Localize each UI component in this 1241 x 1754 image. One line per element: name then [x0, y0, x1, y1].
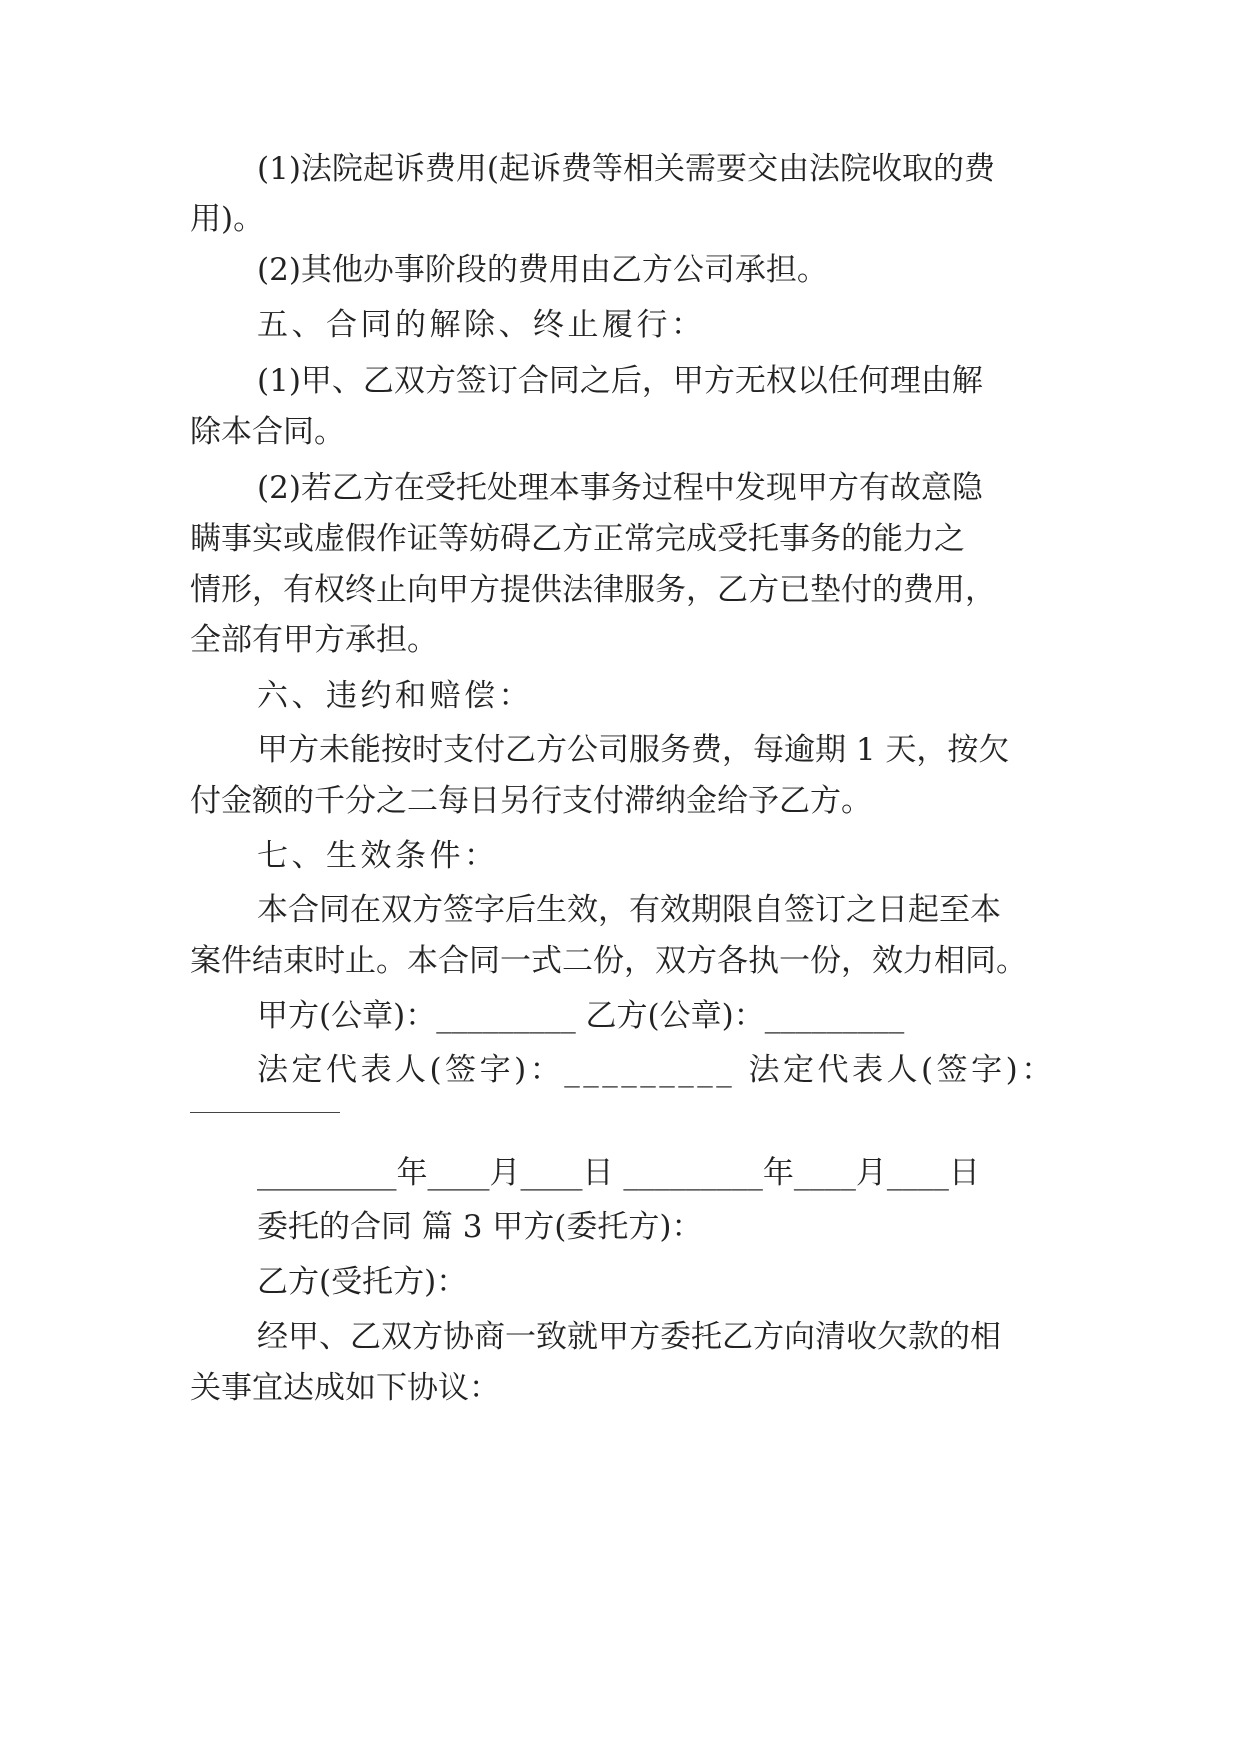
- seal-signature-line: 甲方(公章)：_________ 乙方(公章)：_________: [257, 998, 905, 1034]
- clause-7-text-line-1: 本合同在双方签字后生效，有效期限自签订之日起至本: [257, 892, 1001, 928]
- party-b-line: 乙方(受托方)：: [257, 1264, 468, 1300]
- clause-4-item-1-line-1: (1)法院起诉费用(起诉费等相关需要交由法院收取的费: [257, 151, 996, 187]
- clause-6-text-line-2: 付金额的千分之二每日另行支付滞纳金给予乙方。: [190, 783, 872, 819]
- clause-5-item-2-line-4: 全部有甲方承担。: [190, 622, 438, 658]
- contract-3-heading: 委托的合同 篇 3 甲方(委托方)：: [257, 1209, 703, 1245]
- clause-5-item-1-line-1: (1)甲、乙双方签订合同之后，甲方无权以任何理由解: [257, 363, 983, 399]
- representative-signature-blank: [190, 1112, 340, 1113]
- clause-6-text-line-1: 甲方未能按时支付乙方公司服务费，每逾期 1 天，按欠: [257, 732, 1010, 768]
- clause-5-item-2-line-3: 情形，有权终止向甲方提供法律服务，乙方已垫付的费用，: [190, 572, 996, 608]
- section-6-heading: 六、违约和赔偿：: [257, 678, 533, 714]
- agreement-intro-line-1: 经甲、乙双方协商一致就甲方委托乙方向清收欠款的相: [257, 1319, 1001, 1355]
- representative-signature-line: 法定代表人(签字)：_________ 法定代表人(签字)：: [257, 1052, 1056, 1088]
- clause-5-item-2-line-2: 瞒事实或虚假作证等妨碍乙方正常完成受托事务的能力之: [190, 521, 965, 557]
- agreement-intro-line-2: 关事宜达成如下协议：: [190, 1370, 500, 1406]
- date-line: _________年____月____日 _________年____月____日: [257, 1155, 980, 1191]
- clause-5-item-1-line-2: 除本合同。: [190, 414, 345, 450]
- clause-7-text-line-2: 案件结束时止。本合同一式二份，双方各执一份，效力相同。: [190, 943, 1027, 979]
- section-7-heading: 七、生效条件：: [257, 838, 499, 874]
- clause-4-item-1-line-2: 用)。: [190, 201, 265, 237]
- clause-5-item-2-line-1: (2)若乙方在受托处理本事务过程中发现甲方有故意隐: [257, 470, 983, 506]
- clause-4-item-2: (2)其他办事阶段的费用由乙方公司承担。: [257, 252, 828, 288]
- section-5-heading: 五、合同的解除、终止履行：: [257, 307, 706, 343]
